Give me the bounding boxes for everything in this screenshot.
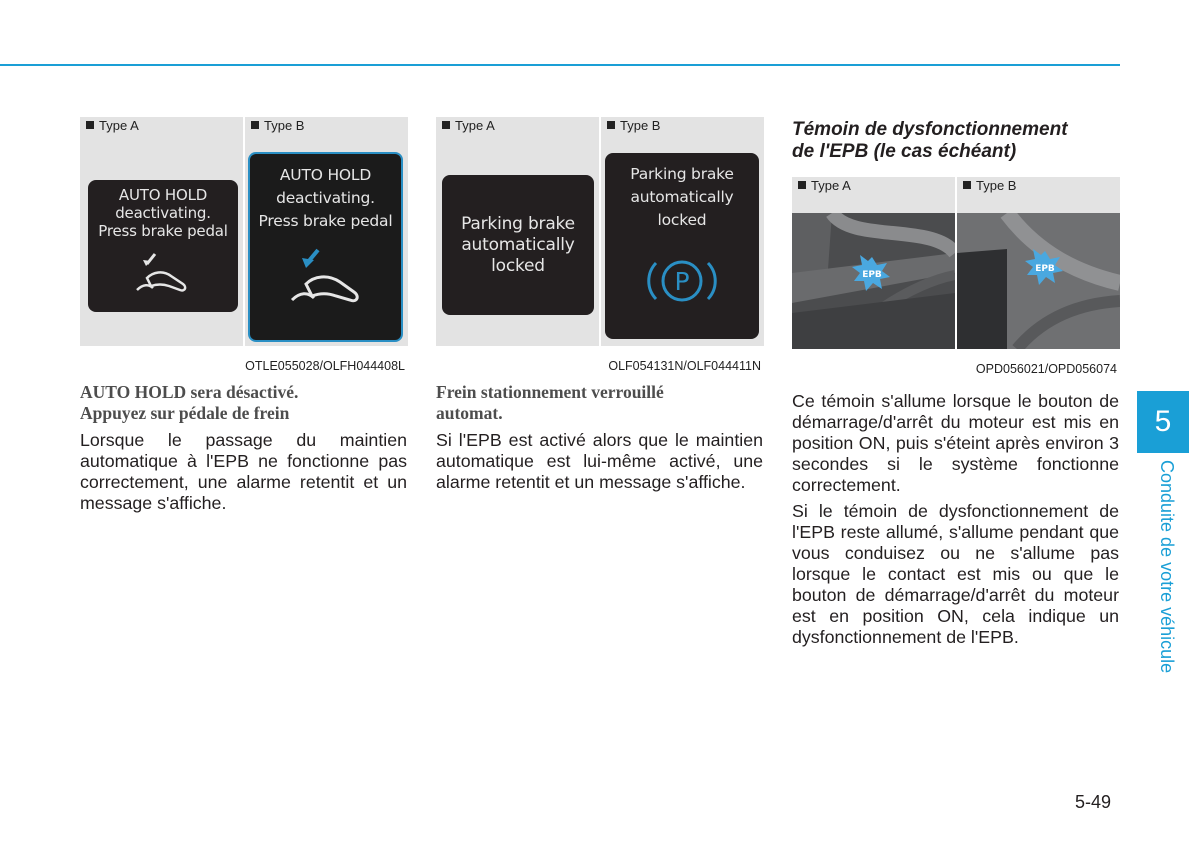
image-code: OLF054131N/OLF044411N bbox=[608, 359, 761, 373]
warning-display-type-a bbox=[88, 180, 238, 312]
figure-epb-warning-light bbox=[792, 177, 1120, 379]
caption-line: AUTO HOLD sera désactivé. bbox=[80, 382, 299, 402]
panel-line: Parking brake bbox=[630, 165, 734, 183]
warning-display-type-b bbox=[605, 153, 759, 339]
col3-body bbox=[792, 391, 1119, 653]
paragraph: Si l'EPB est activé alors que le maintien automatique est lui-même activé, une alarme retentit et un message s'affiche. bbox=[436, 430, 763, 492]
brake-pedal-icon bbox=[288, 246, 368, 312]
figure-auto-hold bbox=[80, 117, 408, 375]
section-heading bbox=[792, 119, 1122, 163]
paragraph: Lorsque le passage du maintien automatique à l'EPB ne fonctionne pas correctement, une alarme retentit et un message s'affiche. bbox=[80, 430, 407, 513]
warning-display-type-b bbox=[248, 152, 403, 342]
panel-line: deactivating. bbox=[115, 204, 211, 222]
epb-badge-text: EPB bbox=[862, 270, 882, 280]
panel-line: automatically bbox=[461, 235, 575, 255]
caption-line: Frein stationnement verrouillé bbox=[436, 382, 664, 402]
type-a-label: Type A bbox=[811, 178, 851, 193]
epb-badge-text: EPB bbox=[1035, 264, 1055, 274]
caption-parking-brake bbox=[436, 382, 766, 424]
caption-line: Appuyez sur pédale de frein bbox=[80, 403, 290, 423]
type-a-label: Type A bbox=[99, 118, 139, 133]
col2-body bbox=[436, 430, 763, 498]
type-b-label: Type B bbox=[976, 178, 1017, 193]
panel-line: Parking brake bbox=[461, 214, 575, 234]
col1-body bbox=[80, 430, 407, 519]
heading-line: Témoin de dysfonctionnement bbox=[792, 119, 1068, 140]
panel-line: Press brake pedal bbox=[98, 222, 228, 240]
warning-display-type-a bbox=[442, 175, 594, 315]
cluster-photo-type-b bbox=[957, 213, 1120, 349]
type-b-label: Type B bbox=[620, 118, 661, 133]
brake-pedal-icon bbox=[133, 250, 193, 298]
parking-symbol: P bbox=[674, 267, 690, 296]
paragraph: Ce témoin s'allume lorsque le bouton de démarrage/d'arrêt du moteur est mis en position ON, puis s'éteint après environ 3 secondes si le système fonctionne correctement. bbox=[792, 391, 1119, 495]
page-number: 5-49 bbox=[1075, 792, 1112, 812]
panel-line: Press brake pedal bbox=[258, 212, 393, 230]
type-b-label: Type B bbox=[264, 118, 305, 133]
chapter-number-tab: 5 bbox=[1137, 391, 1189, 453]
caption-auto-hold bbox=[80, 382, 410, 424]
paragraph: Si le témoin de dysfonctionnement de l'EPB reste allumé, s'allume pendant que vous conduisez ou ne s'allume pas lorsque le contact est mis ou que le bouton de démarrage/d'arrêt du moteur est en position ON, cela indique un dysfonctionnement de l'EPB. bbox=[792, 501, 1119, 647]
image-code: OTLE055028/OLFH044408L bbox=[245, 359, 405, 373]
panel-line: automatically bbox=[630, 188, 734, 206]
caption-line: automat. bbox=[436, 403, 503, 423]
heading-line: de l'EPB (le cas échéant) bbox=[792, 141, 1017, 162]
panel-line: AUTO HOLD bbox=[279, 166, 372, 184]
type-a-label: Type A bbox=[455, 118, 495, 133]
figure-parking-brake bbox=[436, 117, 764, 375]
panel-line: locked bbox=[657, 211, 707, 229]
panel-line: deactivating. bbox=[276, 189, 375, 207]
panel-line: AUTO HOLD bbox=[118, 186, 208, 204]
panel-line: locked bbox=[491, 256, 545, 276]
image-code: OPD056021/OPD056074 bbox=[975, 362, 1117, 376]
parking-brake-icon bbox=[644, 252, 720, 310]
cluster-photo-type-a bbox=[792, 213, 955, 349]
header-rule bbox=[0, 64, 1120, 66]
chapter-title: Conduite de votre véhicule bbox=[1157, 460, 1177, 674]
